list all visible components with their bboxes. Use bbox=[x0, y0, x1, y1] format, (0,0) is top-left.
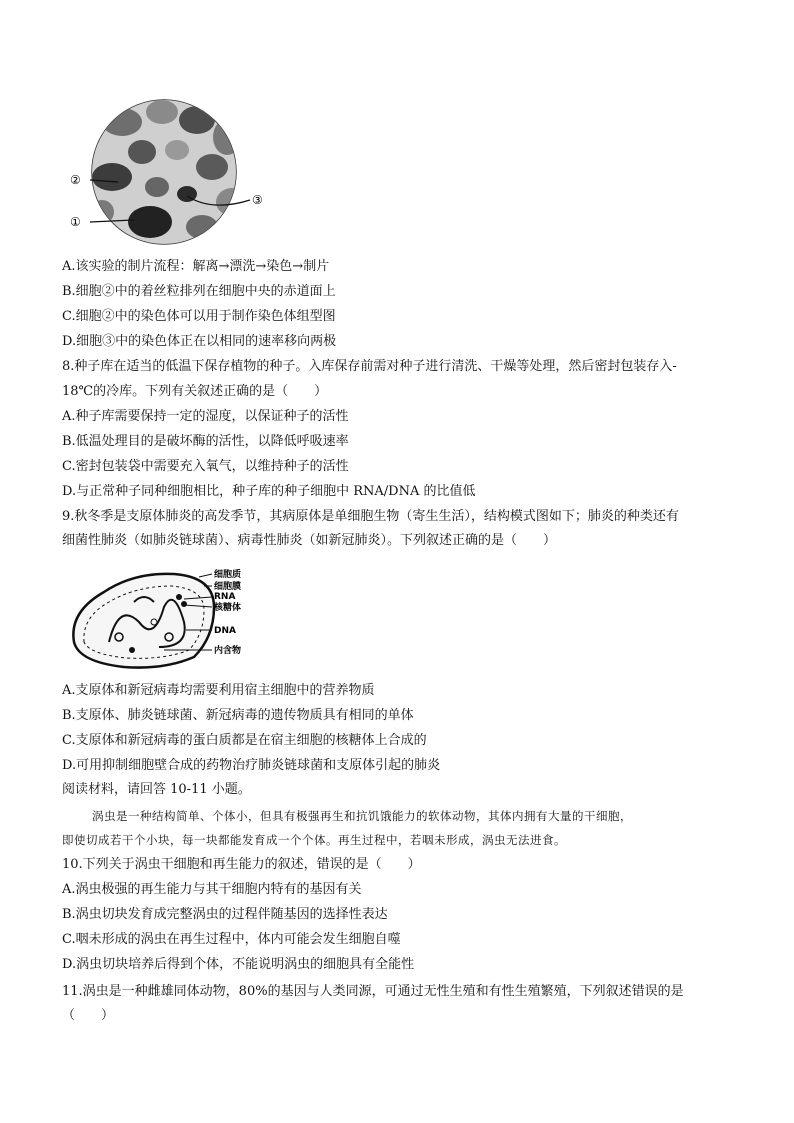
label-inclusions: 内含物 bbox=[214, 646, 242, 656]
label-ribosome: 核糖体 bbox=[214, 603, 242, 613]
q8-option-b: B.低温处理目的是破坏酶的活性，以降低呼吸速率 bbox=[62, 434, 349, 449]
label-rna: RNA bbox=[214, 592, 236, 602]
reading-intro: 阅读材料，请回答 10-11 小题。 bbox=[62, 782, 251, 797]
reading-passage bbox=[62, 804, 734, 852]
q8-option-a: A.种子库需要保持一定的湿度，以保证种子的活性 bbox=[62, 409, 349, 424]
q8-option-c: C.密封包装袋中需要充入氧气，以维持种子的活性 bbox=[62, 459, 349, 474]
q9-option-c: C.支原体和新冠病毒的蛋白质都是在宿主细胞的核糖体上合成的 bbox=[62, 733, 427, 748]
q10-option-b: B.涡虫切块发育成完整涡虫的过程伴随基因的选择性表达 bbox=[62, 907, 388, 922]
q9-option-d: D.可用抑制细胞壁合成的药物治疗肺炎链球菌和支原体引起的肺炎 bbox=[62, 758, 441, 773]
q8-stem-line1: 8.种子库在适当的低温下保存植物的种子。入库保存前需对种子进行清洗、干燥等处理，然后密封包装存入- bbox=[62, 359, 677, 374]
q9-option-b: B.支原体、肺炎链球菌、新冠病毒的遗传物质具有相同的单体 bbox=[62, 708, 414, 723]
callout-3: ③ bbox=[252, 193, 263, 207]
q10-stem: 10.下列关于涡虫干细胞和再生能力的叙述，错误的是（ ） bbox=[62, 857, 421, 872]
reading-passage-line1: 涡虫是一种结构简单、个体小，但具有极强再生和抗饥饿能力的软体动物，其体内拥有大量的干细胞， bbox=[92, 809, 632, 823]
q10-option-d: D.涡虫切块培养后得到个体，不能说明涡虫的细胞具有全能性 bbox=[62, 957, 415, 972]
q11-stem-line2: （ ） bbox=[62, 1008, 115, 1023]
label-dna: DNA bbox=[214, 626, 236, 636]
micrograph-figure bbox=[62, 92, 282, 252]
q7-option-a: A.该实验的制片流程：解离→漂洗→染色→制片 bbox=[62, 259, 330, 274]
q8-stem-line2: 18℃的冷库。下列有关叙述正确的是（ ） bbox=[62, 384, 328, 399]
q9-option-a: A.支原体和新冠病毒均需要利用宿主细胞中的营养物质 bbox=[62, 683, 375, 698]
label-cytoplasm: 细胞质 bbox=[214, 570, 242, 580]
q9-stem-line2: 细菌性肺炎（如肺炎链球菌）、病毒性肺炎（如新冠肺炎）。下列叙述正确的是（ ） bbox=[62, 533, 557, 548]
q8-option-d: D.与正常种子同种细胞相比，种子库的种子细胞中 RNA/DNA 的比值低 bbox=[62, 484, 476, 499]
q7-option-b: B.细胞②中的着丝粒排列在细胞中央的赤道面上 bbox=[62, 284, 336, 299]
callout-1: ① bbox=[70, 215, 81, 229]
q7-option-d: D.细胞③中的染色体正在以相同的速率移向两极 bbox=[62, 334, 337, 349]
reading-passage-line2: 即使切成若干个小块，每一块都能发育成一个个体。再生过程中，若咽未形成，涡虫无法进食。 bbox=[62, 833, 566, 847]
callout-2: ② bbox=[70, 173, 81, 187]
q7-option-c: C.细胞②中的染色体可以用于制作染色体组型图 bbox=[62, 309, 336, 324]
q9-stem-line1: 9.秋冬季是支原体肺炎的高发季节，其病原体是单细胞生物（寄生生活），结构模式图如下；肺炎的种类还有 bbox=[62, 509, 679, 524]
mycoplasma-diagram bbox=[64, 562, 264, 674]
q11-stem-line1: 11.涡虫是一种雌雄同体动物，80%的基因与人类同源，可通过无性生殖和有性生殖繁殖，下列叙述错误的是 bbox=[62, 984, 684, 999]
label-membrane: 细胞膜 bbox=[214, 582, 242, 592]
q10-option-a: A.涡虫极强的再生能力与其干细胞内特有的基因有关 bbox=[62, 882, 362, 897]
q10-option-c: C.咽未形成的涡虫在再生过程中，体内可能会发生细胞自噬 bbox=[62, 932, 401, 947]
